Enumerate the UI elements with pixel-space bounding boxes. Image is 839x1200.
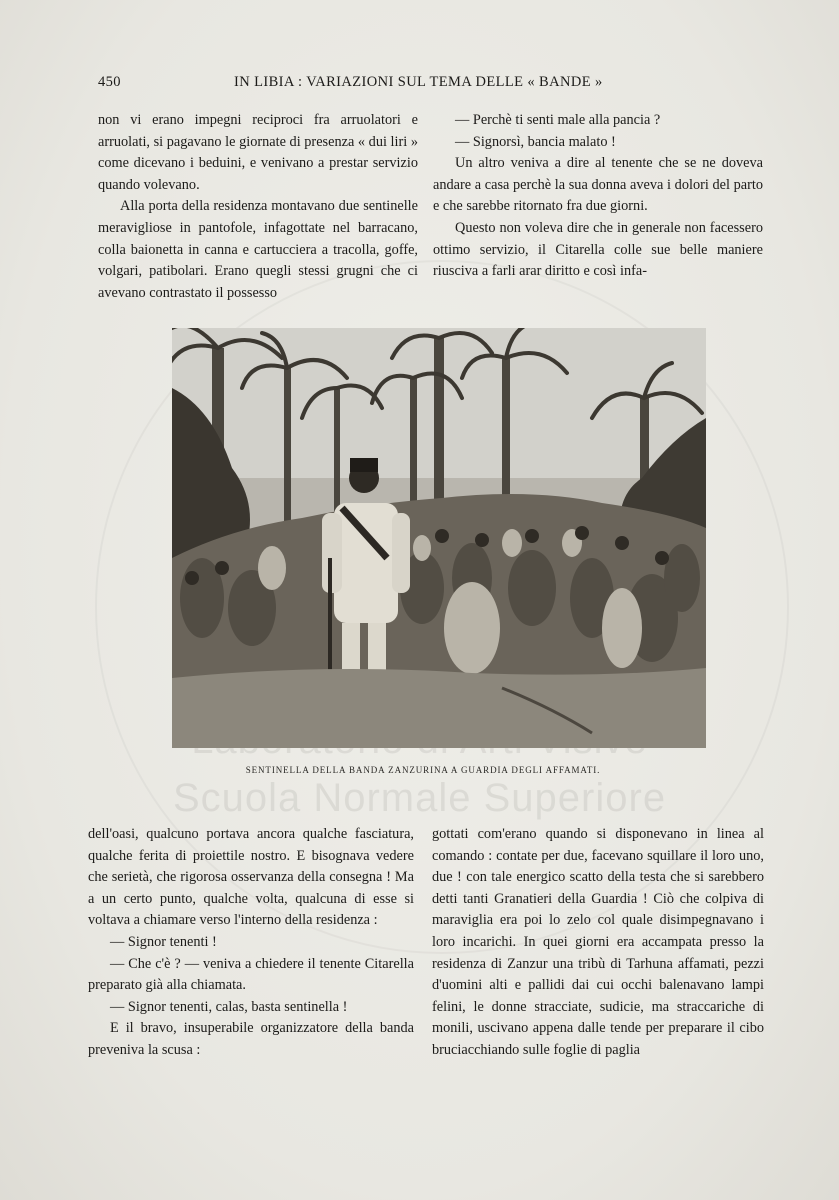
dialogue-line: — Signor tenenti, calas, basta sentinella !: [110, 998, 348, 1015]
dialogue-line: — Signor tenenti !: [110, 933, 217, 950]
text-column-bottom-left: [88, 824, 414, 1062]
paragraph: Alla porta della residenza montavano due sentinelle meravigliose in pantofole, infagottate nel barracano, colla baionetta in canna e cartucciera a tracolla, goffe, volgari, patibolari. Erano quegli stessi grugni che ci avevano contrastato il possesso: [98, 198, 418, 301]
page-header: [98, 74, 748, 94]
page-number: 450: [98, 74, 121, 90]
paragraph: non vi erano impegni reciproci fra arruolatori e arruolati, si pagavano le giornate di presenza « dui liri » come dicevano i beduini, e venivano a prestar servizio quando volevano.: [98, 112, 418, 193]
watermark-line-2: Scuola Normale Superiore: [172, 776, 667, 820]
dialogue-line: — Che c'è ? — veniva a chiedere il tenente Citarella preparato già alla chiamata.: [88, 955, 414, 994]
photograph-sentinel-and-crowd: [172, 328, 706, 748]
paragraph: E il bravo, insuperabile organizzatore della banda preveniva la scusa :: [88, 1020, 414, 1058]
paragraph: Questo non voleva dire che in generale non facessero ottimo servizio, il Citarella colle sue belle maniere riusciva a farli arar diritto e così infa-: [433, 219, 763, 280]
text-column-top-left: [98, 110, 418, 304]
running-title: IN LIBIA : VARIAZIONI SUL TEMA DELLE « BANDE »: [234, 74, 603, 90]
paragraph: gottati com'erano quando si disponevano in linea al comando : contate per due, facevano squillare il loro uno, due ! con tale energico scatto della testa che si sarebbero detti tanti Granatieri della Guardia ! Ciò che colpiva di maraviglia era poi lo zelo col quale disimpegnavano i loro incarichi. In quei giorni era accampata presso la residenza di Zanzur una tribù di Tarhuna affamati, pezzi d'uomini alti e pallidi dai cui occhi balenavano lampi felini, le donne stracciate, sudicie, ma straccariche di monili, uscivano appena dalle tende per preparare il cibo bruciacchiando sulle foglie di paglia: [432, 826, 764, 1058]
paragraph: dell'oasi, qualcuno portava ancora qualche fasciatura, qualche ferita di proiettile nostro. E bisognava vedere che serietà, che rigorosa osservanza della consegna ! Ma a un certo punto, qualche volta, qualcuna di esse si voltava a chiamare verso l'interno della residenza :: [88, 826, 414, 929]
dialogue-line: — Perchè ti senti male alla pancia ?: [455, 112, 661, 128]
photo-caption: SENTINELLA DELLA BANDA ZANZURINA A GUARDIA DEGLI AFFAMATI.: [245, 765, 601, 775]
text-column-bottom-right: [432, 824, 764, 1062]
text-column-top-right: [433, 110, 763, 283]
paragraph: Un altro veniva a dire al tenente che se ne doveva andare a casa perchè la sua donna aveva i dolori del parto e che sarebbe ritornato fra due giorni.: [433, 155, 763, 215]
dialogue-line: — Signorsì, bancia malato !: [455, 133, 616, 150]
